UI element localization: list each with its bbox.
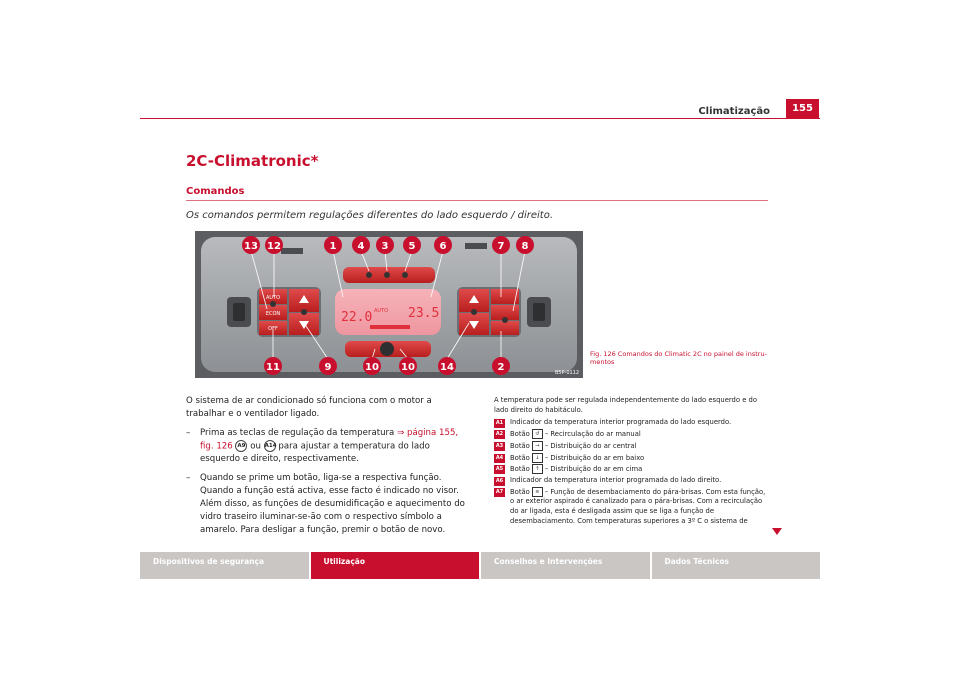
bullet-1-text-start: Prima as teclas de regulação da temperatura bbox=[200, 427, 398, 438]
right-intro: A temperatura pode ser regulada independentemente do lado esquerdo e do lado direito do habitáculo. bbox=[494, 396, 758, 414]
callout-label-7: 7 bbox=[497, 241, 505, 252]
display-auto-indicator: AUTO bbox=[373, 308, 389, 314]
tab-utilizacao[interactable]: Utilização bbox=[311, 552, 480, 579]
right-column bbox=[494, 396, 770, 527]
callout-label-12: 12 bbox=[267, 241, 281, 252]
callout-label-3: 3 bbox=[381, 241, 389, 252]
air-down-icon: ↓ bbox=[532, 453, 543, 463]
econ-button-label: ECON bbox=[265, 311, 281, 317]
subsection-rule bbox=[186, 200, 768, 201]
callout-label-1: 1 bbox=[329, 241, 337, 252]
callout-label-10a: 10 bbox=[365, 362, 379, 373]
callout-badge-a9: A9 bbox=[235, 440, 247, 452]
figure-caption: Fig. 126 Comandos do Climatic 2C no painel de instru- mentos bbox=[590, 350, 767, 367]
display-right-temperature: 23.5 bbox=[408, 306, 440, 321]
page-number: 155 bbox=[786, 99, 819, 119]
callout-label-13: 13 bbox=[244, 241, 258, 252]
header-rule bbox=[140, 118, 820, 119]
subsection-title: Comandos bbox=[186, 186, 245, 197]
list-item: A2 Botão ↺ – Recirculação do ar manual bbox=[495, 430, 641, 439]
callout-label-11: 11 bbox=[266, 362, 280, 373]
list-item: A5 Botão ↑ – Distribuição do ar em cima bbox=[495, 465, 643, 474]
list-item: A1 Indicador da temperatura interior programada do lado esquerdo. bbox=[495, 418, 732, 427]
continue-arrow-icon bbox=[772, 528, 782, 535]
list-item: A7 Botão ≋ – Função de desembaciamento do pára-brisas. Com esta função, o ar exterior aspirado é canalizado para o pára-brisas. Com a recirculação do ar ligada, esta é desligada assim que se liga a função de desembaciamento. Com temperaturas superiores a 3º C o sistema de bbox=[495, 487, 766, 525]
paragraph-1: O sistema de ar condicionado só funciona com o motor a trabalhar e o ventilador ligado. bbox=[186, 396, 432, 419]
tab-conselhos-intervencoes[interactable]: Conselhos e Intervenções bbox=[481, 552, 650, 579]
intro-text: Os comandos permitem regulações diferentes do lado esquerdo / direito. bbox=[186, 210, 554, 221]
air-central-icon: → bbox=[532, 441, 543, 451]
tab-dispositivos-seguranca[interactable]: Dispositivos de segurança bbox=[140, 552, 309, 579]
section-title: 2C-Climatronic* bbox=[186, 152, 319, 170]
callout-badge-a14: A14 bbox=[264, 440, 276, 452]
callout-label-9: 9 bbox=[324, 362, 332, 373]
bullet-buttons: – Quando se prime um botão, liga-se a respectiva função. Quando a função está activa, esse facto é indicado no visor. Além disso, as funções de desumidificação e aquecimento do vidro traseiro iluminar-se-ão com o respectivo símbolo a amarelo. Para desligar a função, premir o botão de novo. bbox=[186, 472, 465, 535]
air-up-icon: ↑ bbox=[532, 464, 543, 474]
off-button-label: OFF bbox=[268, 326, 278, 332]
climate-panel-figure bbox=[195, 231, 583, 378]
page-reference-link[interactable]: ⇒ página 155, fig. 126 bbox=[200, 427, 459, 452]
recirculation-icon: ↺ bbox=[532, 429, 543, 439]
figure-code: B5P-0112 bbox=[555, 370, 580, 376]
running-header-title: Climatização bbox=[698, 106, 770, 117]
callout-label-2: 2 bbox=[497, 362, 505, 373]
auto-button-label: AUTO bbox=[265, 295, 281, 301]
callout-label-5: 5 bbox=[408, 241, 416, 252]
left-column bbox=[186, 395, 468, 542]
callout-label-10b: 10 bbox=[401, 362, 415, 373]
tab-dados-tecnicos[interactable]: Dados Técnicos bbox=[652, 552, 821, 579]
list-item: A6 Indicador da temperatura interior programada do lado direito. bbox=[495, 475, 722, 484]
list-item: A3 Botão → – Distribuição do ar central bbox=[495, 441, 637, 450]
defrost-icon: ≋ bbox=[532, 487, 543, 497]
display-left-temperature: 22.0 bbox=[341, 310, 373, 325]
callout-label-4: 4 bbox=[357, 241, 365, 252]
footer-nav bbox=[140, 552, 820, 579]
bullet-temperature: – Prima as teclas de regulação da temperatura ⇒ página 155, fig. 126 A9 ou A14 para ajustar a temperatura do lado esquerdo e direito, respectivamente. bbox=[186, 427, 459, 465]
callout-label-8: 8 bbox=[521, 241, 529, 252]
callout-label-14: 14 bbox=[440, 362, 454, 373]
list-item: A4 Botão ↓ – Distribuição do ar em baixo bbox=[495, 453, 645, 462]
callout-label-6: 6 bbox=[439, 241, 447, 252]
